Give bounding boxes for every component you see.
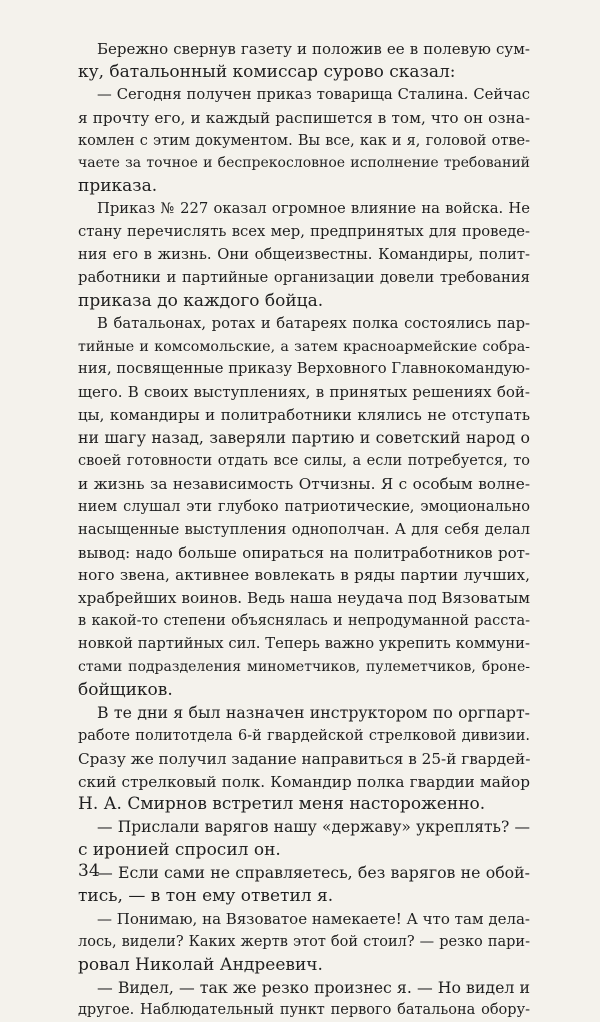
text-line: приказа до каждого бойца. <box>78 290 324 311</box>
text-line: нием слушал эти глубоко патриотические, эмоционально <box>78 498 530 515</box>
text-line: работе политотдела 6-й гвардейской стрелковой дивизии. <box>78 727 530 744</box>
text-line: ский стрелковый полк. Командир полка гвардии майор <box>78 772 530 791</box>
text-line: новкой партийных сил. Теперь важно укрепить коммуни- <box>78 635 530 653</box>
text-line: Сразу же получил задание направиться в 25-й гвардей- <box>78 749 530 768</box>
text-line: В те дни я был назначен инструктором по оргпарт- <box>97 702 530 722</box>
text-line: — Понимаю, на Вязоватое намекаете! А что там дела- <box>97 909 530 928</box>
text-line: — Если сами не справляетесь, без варягов не обой- <box>97 863 530 883</box>
text-line: насыщенные выступления однополчан. А для себя делал <box>78 520 530 538</box>
text-line: тийные и комсомольские, а затем красноармейские собра- <box>78 338 530 355</box>
text-line: работники и партийные организации довели требования <box>78 268 530 286</box>
text-line: храбрейших воинов. Ведь наша неудача под Вязоватым <box>78 589 530 608</box>
text-line: стами подразделения минометчиков, пулеметчиков, броне- <box>78 659 530 676</box>
text-line: бойщиков. <box>78 679 173 700</box>
text-line: тись, — в тон ему ответил я. <box>78 885 334 906</box>
text-line: ку, батальонный комиссар сурово сказал: <box>78 61 456 82</box>
text-line: ния его в жизнь. Они общеизвестны. Командиры, полит- <box>78 246 530 264</box>
text-line: ного звена, активнее вовлекать в ряды партии лучших, <box>78 566 530 585</box>
text-line: Бережно свернув газету и положив ее в полевую сум- <box>97 40 530 58</box>
text-line: вывод: надо больше опираться на политработников рот- <box>78 543 530 562</box>
text-line: — Видел, — так же резко произнес я. — Но видел и <box>97 977 530 997</box>
text-line: ни шагу назад, заверяли партию и советский народ о <box>78 428 530 448</box>
text-line: ния, посвященные приказу Верховного Главнокомандую- <box>78 360 530 378</box>
text-line: В батальонах, ротах и батареях полка состоялись пар- <box>97 314 530 332</box>
text-line: стану перечислять всех мер, предпринятых для проведе- <box>78 223 530 241</box>
text-line: комлен с этим документом. Вы все, как и я, головой отве- <box>78 132 530 149</box>
text-line: с иронией спросил он. <box>78 840 281 861</box>
text-line: я прочту его, и каждый распишется в том, что он озна- <box>78 108 530 127</box>
text-line: ровал Николай Андреевич. <box>78 954 323 975</box>
page-text <box>78 38 530 1022</box>
page-number: 34 <box>78 861 100 881</box>
text-line: приказа. <box>78 176 158 197</box>
text-line: и жизнь за независимость Отчизны. Я с особым волне- <box>78 474 530 493</box>
text-line: Н. А. Смирнов встретил меня настороженно. <box>78 794 486 815</box>
text-line: чаете за точное и беспрекословное исполнение требований <box>78 155 530 172</box>
text-line: своей готовности отдать все силы, а если потребуется, то <box>78 453 530 470</box>
text-line: — Сегодня получен приказ товарища Сталина. Сейчас <box>97 85 530 103</box>
text-line: другое. Наблюдательный пункт первого батальона обору- <box>78 1002 530 1019</box>
text-line: лось, видели? Каких жертв этот бой стоил? — резко пари- <box>78 933 530 950</box>
text-line: щего. В своих выступлениях, в принятых решениях бой- <box>78 383 530 402</box>
text-line: в какой-то степени объяснялась и непродуманной расста- <box>78 613 530 630</box>
text-line: Приказ № 227 оказал огромное влияние на войска. Не <box>97 200 530 218</box>
text-line: цы, командиры и политработники клялись не отступать <box>78 406 530 425</box>
text-line: — Прислали варягов нашу «державу» укреплять? — <box>97 818 530 837</box>
